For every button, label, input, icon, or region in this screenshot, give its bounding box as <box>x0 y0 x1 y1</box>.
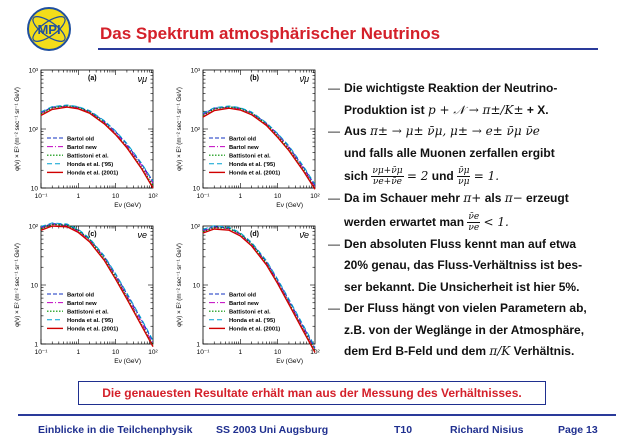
logo-text: MPI <box>37 22 61 37</box>
x-axis-label: Eν (GeV) <box>114 202 141 209</box>
x-tick-label: 10 <box>274 193 282 200</box>
x-tick-label: 10² <box>310 193 320 200</box>
legend-entry: Honda et al. (2001) <box>67 170 119 177</box>
y-tick-label: 10³ <box>28 67 38 75</box>
y-tick-label: 10² <box>28 223 38 231</box>
bullet-4-line-1: — Den absoluten Fluss kennt man auf etwa <box>344 236 577 251</box>
bullet-3 <box>328 188 620 234</box>
panel-label: (d) <box>250 231 259 238</box>
legend-entry: Bartol old <box>67 292 95 299</box>
title-rule <box>98 48 598 50</box>
x-tick-label: 10 <box>112 193 120 200</box>
mpi-logo <box>26 6 72 52</box>
flavor-label: νe <box>137 230 147 240</box>
footer-rule <box>18 414 616 416</box>
x-tick-label: 10⁻¹ <box>196 349 210 356</box>
y-tick-label: 10 <box>30 185 38 193</box>
y-tick-label: 10 <box>30 282 38 290</box>
footer-term: SS 2003 Uni Augsburg <box>216 424 329 436</box>
panel-label: (c) <box>88 231 97 238</box>
flavor-label: νμ <box>137 74 147 84</box>
conclusion-box: Die genauesten Resultate erhält man aus der Messung des Verhältnisses. <box>78 381 546 405</box>
y-tick-label: 10² <box>190 126 200 134</box>
bullet-5-line-2: z.B. von der Weglänge in der Atmosphäre, <box>344 322 585 337</box>
ratio-numu: $\frac{\nū\mu}{\nu\mu}$ <box>458 166 470 188</box>
x-tick-label: 1 <box>76 193 81 200</box>
legend-entry: Battistoni et al. <box>229 309 271 316</box>
x-tick-label: 1 <box>238 349 243 356</box>
x-tick-label: 10² <box>148 349 158 356</box>
legend-entry: Honda et al. (2001) <box>67 326 119 333</box>
bullet-4-line-3: ser bekannt. Die Unsicherheit ist hier 5%. <box>344 279 580 294</box>
footer-author: Richard Nisius <box>450 424 524 436</box>
flavor-label: ν̄μ <box>299 74 309 84</box>
flux-panel-2 <box>176 68 321 210</box>
bullet-5-line-1: — Der Fluss hängt von vielen Parametern ab, <box>344 301 587 315</box>
bullet-3-line-2: werden erwartet man $\frac{\nūe}{\nu e}$ < 1. <box>344 211 509 233</box>
bullet-1-line-2: Produktion ist p + 𝒩 → π±/K± + X. <box>344 102 549 117</box>
legend-entry: Honda et al. ('95) <box>229 162 276 169</box>
x-tick-label: 10⁻¹ <box>34 193 48 200</box>
bullet-5 <box>328 298 620 363</box>
flavor-label: ν̄e <box>299 230 309 240</box>
y-tick-label: 10² <box>28 126 38 134</box>
y-tick-label: 1 <box>196 341 200 349</box>
bullet-1 <box>328 78 620 121</box>
bullet-3-line-1: — Da im Schauer mehr π+ als π− erzeugt <box>344 191 569 205</box>
bullet-2-line-1: — Aus π± → μ± ν̄μ, μ± → e± ν̄μ ν̄e <box>344 124 540 138</box>
ratio-nue: $\frac{\nūe}{\nu e}$ <box>468 211 480 233</box>
bullet-2-line-3: sich $\frac{\nu\mu+\nū\mu}{\nu e+\nūe}$ = 2 und $\frac{\nū\mu}{\nu\mu}$ = 1. <box>344 166 500 188</box>
x-tick-label: 10² <box>310 349 320 356</box>
panel-label: (b) <box>250 75 259 82</box>
x-tick-label: 10 <box>112 349 120 356</box>
legend-entry: Honda et al. (2001) <box>229 170 281 177</box>
bullet-2 <box>328 121 620 188</box>
bullet-5-line-3: dem Erd B-Feld und dem π/K Verhältnis. <box>344 344 575 358</box>
flux-panel-1 <box>14 68 159 210</box>
flux-panel-4 <box>176 224 321 366</box>
footer-course: Einblicke in die Teilchenphysik <box>38 424 193 436</box>
x-axis-label: Eν (GeV) <box>114 358 141 365</box>
bullet-4-line-2: 20% genau, das Fluss-Verhältniss ist bes- <box>344 258 583 272</box>
x-tick-label: 10 <box>274 349 282 356</box>
legend-entry: Bartol new <box>229 300 259 307</box>
legend-entry: Bartol new <box>67 300 97 307</box>
legend-entry: Honda et al. ('95) <box>229 318 276 325</box>
x-tick-label: 10⁻¹ <box>196 193 210 200</box>
y-tick-label: 10 <box>192 282 200 290</box>
legend-entry: Honda et al. ('95) <box>67 162 114 169</box>
legend-entry: Bartol old <box>67 136 95 143</box>
bullet-1-line-1: — Die wichtigste Reaktion der Neutrino- <box>344 81 558 95</box>
y-tick-label: 10² <box>190 223 200 231</box>
y-axis-label: φ(ν) × E² (m⁻² sec⁻¹ sr⁻¹ GeV) <box>176 243 183 327</box>
legend-entry: Honda et al. ('95) <box>67 318 114 325</box>
legend-entry: Battistoni et al. <box>67 309 109 316</box>
x-axis-label: Eν (GeV) <box>276 358 303 365</box>
legend-entry: Battistoni et al. <box>229 153 271 160</box>
legend-entry: Bartol new <box>67 144 97 151</box>
footer-page: Page 13 <box>558 424 598 436</box>
bullet-4 <box>328 234 620 299</box>
x-axis-label: Eν (GeV) <box>276 202 303 209</box>
y-axis-label: φ(ν) × E² (m⁻² sec⁻¹ sr⁻¹ GeV) <box>14 87 21 171</box>
flux-panel-3 <box>14 223 159 365</box>
bullet-2-line-2: und falls alle Muonen zerfallen ergibt <box>344 145 555 160</box>
y-tick-label: 10³ <box>190 67 200 75</box>
y-axis-label: φ(ν) × E² (m⁻² sec⁻¹ sr⁻¹ GeV) <box>14 243 21 327</box>
slide-title: Das Spektrum atmosphärischer Neutrinos <box>100 24 441 43</box>
legend-entry: Honda et al. (2001) <box>229 326 281 333</box>
panel-label: (a) <box>88 75 97 82</box>
ratio-mu-e: $\frac{\nu\mu+\nū\mu}{\nu e+\nūe}$ <box>372 166 403 188</box>
legend-entry: Bartol old <box>229 292 257 299</box>
y-axis-label: φ(ν) × E² (m⁻² sec⁻¹ sr⁻¹ GeV) <box>176 87 183 171</box>
y-tick-label: 1 <box>34 341 38 349</box>
x-tick-label: 1 <box>76 349 81 356</box>
x-tick-label: 10² <box>148 193 158 200</box>
footer-topic: T10 <box>394 424 413 436</box>
y-tick-label: 10 <box>192 185 200 193</box>
legend-entry: Bartol old <box>229 136 257 143</box>
x-tick-label: 10⁻¹ <box>34 349 48 356</box>
legend-entry: Battistoni et al. <box>67 153 109 160</box>
x-tick-label: 1 <box>238 193 243 200</box>
legend-entry: Bartol new <box>229 144 259 151</box>
flux-plots <box>6 56 326 428</box>
bullet-list <box>328 78 620 363</box>
